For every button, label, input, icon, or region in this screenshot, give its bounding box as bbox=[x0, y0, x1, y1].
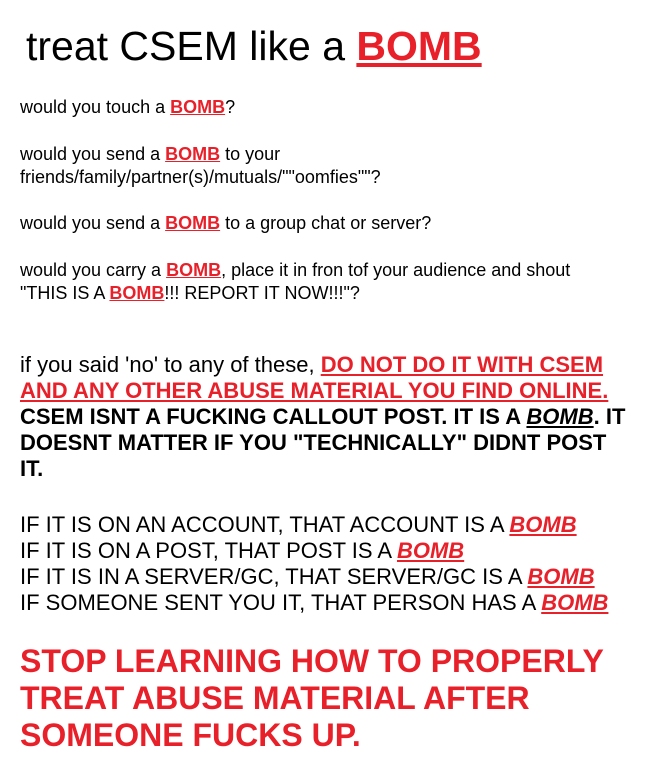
bomb-word: BOMB bbox=[170, 97, 226, 117]
bomb-word: BOMB bbox=[165, 144, 221, 164]
closing-line-1: STOP LEARNING HOW TO PROPERLY bbox=[20, 643, 604, 679]
closing-line-3: SOMEONE FUCKS UP. bbox=[20, 717, 361, 753]
rules-block bbox=[20, 512, 608, 616]
closing-line-2: TREAT ABUSE MATERIAL AFTER bbox=[20, 680, 530, 716]
bomb-word: BOMB bbox=[165, 213, 221, 233]
bomb-word: BOMB bbox=[109, 283, 165, 303]
title-text: treat CSEM like a bbox=[26, 23, 357, 69]
bomb-word: BOMB bbox=[396, 538, 465, 563]
warning-block: if you said 'no' to any of these, DO NOT DO IT WITH CSEM AND ANY OTHER ABUSE MATERIAL YOU FIND ONLINE. CSEM ISNT A FUCKING CALLOUT POST. IT IS A BOMB. IT DOESNT MATTER IF YOU "TECHNICALLY" DIDNT POST IT. bbox=[20, 352, 626, 481]
bomb-word: BOMB bbox=[509, 512, 577, 537]
bomb-word: BOMB bbox=[527, 564, 595, 589]
rule-line: IF IT IS ON AN ACCOUNT, THAT ACCOUNT IS A BOMB bbox=[20, 512, 577, 537]
page-title bbox=[26, 22, 482, 70]
question-2: would you send a BOMB to your friends/family/partner(s)/mutuals/""oomfies""? bbox=[20, 144, 381, 187]
bomb-word: BOMB bbox=[166, 260, 222, 280]
rule-line: IF IT IS ON A POST, THAT POST IS A BOMB bbox=[20, 538, 465, 563]
question-4: would you carry a BOMB, place it in fron tof your audience and shout "THIS IS A BOMB!!! REPORT IT NOW!!!"? bbox=[20, 260, 571, 303]
question-3: would you send a BOMB to a group chat or server? bbox=[20, 213, 432, 233]
warning-bomb: BOMB bbox=[526, 404, 594, 429]
closing-block bbox=[20, 643, 604, 754]
title-bomb: BOMB bbox=[356, 23, 482, 69]
question-1: would you touch a BOMB? bbox=[20, 97, 236, 117]
rule-line: IF IT IS IN A SERVER/GC, THAT SERVER/GC IS A BOMB bbox=[20, 564, 595, 589]
bomb-word: BOMB bbox=[541, 590, 609, 615]
rule-line: IF SOMEONE SENT YOU IT, THAT PERSON HAS A BOMB bbox=[20, 590, 609, 615]
warning-red-2: AND ANY OTHER ABUSE MATERIAL YOU FIND ONLINE. bbox=[20, 378, 609, 403]
warning-intro: if you said 'no' to any of these, bbox=[20, 352, 321, 377]
warning-red-1: DO NOT DO IT WITH CSEM bbox=[320, 352, 604, 377]
